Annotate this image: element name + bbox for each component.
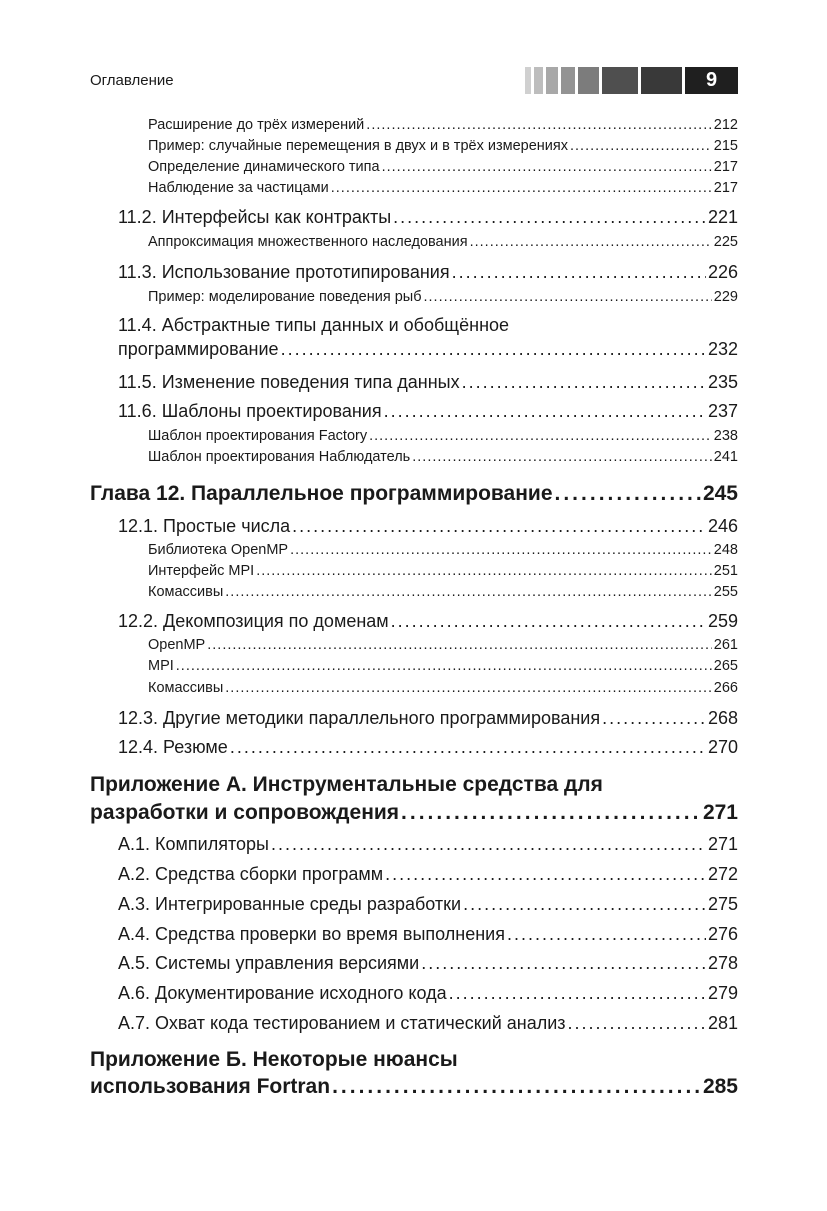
entry-page: 251 bbox=[713, 563, 738, 579]
toc-entry[interactable] bbox=[148, 584, 738, 600]
entry-page: 245 bbox=[702, 482, 738, 505]
entry-page: 255 bbox=[713, 584, 738, 600]
entry-page: 212 bbox=[713, 117, 738, 133]
entry-page: 276 bbox=[707, 924, 738, 944]
entry-title: Пример: моделирование поведения рыб bbox=[148, 289, 422, 305]
toc-entry[interactable] bbox=[148, 680, 738, 696]
entry-page: 265 bbox=[713, 658, 738, 674]
entry-title: A.4. Средства проверки во время выполнения bbox=[118, 924, 505, 944]
entry-title: 11.2. Интерфейсы как контракты bbox=[118, 207, 392, 227]
entry-page: 259 bbox=[707, 611, 738, 631]
entry-title: A.3. Интегрированные среды разработки bbox=[118, 894, 462, 914]
toc-entry[interactable] bbox=[118, 611, 738, 632]
entry-title: 11.5. Изменение поведения типа данных bbox=[118, 372, 460, 392]
entry-page: 248 bbox=[713, 542, 738, 558]
toc-entry[interactable] bbox=[148, 138, 738, 154]
entry-title: A.7. Охват кода тестированием и статический анализ bbox=[118, 1013, 566, 1033]
entry-title: использования Fortran bbox=[90, 1075, 331, 1098]
entry-title: A.2. Средства сборки программ bbox=[118, 864, 384, 884]
entry-page: 226 bbox=[707, 262, 738, 282]
toc-entry[interactable] bbox=[148, 289, 738, 305]
running-header-title: Оглавление bbox=[90, 72, 174, 89]
toc-entry[interactable] bbox=[118, 262, 738, 283]
toc-entry-line1[interactable]: 11.4. Абстрактные типы данных и обобщённое bbox=[118, 315, 510, 335]
entry-title: 12.4. Резюме bbox=[118, 737, 228, 757]
toc-chapter-line1[interactable]: Приложение Б. Некоторые нюансы bbox=[90, 1048, 458, 1071]
toc-entry[interactable] bbox=[118, 339, 738, 360]
entry-page: 215 bbox=[713, 138, 738, 154]
toc-entry[interactable] bbox=[148, 563, 738, 579]
toc-entry[interactable] bbox=[148, 449, 738, 465]
entry-page: 266 bbox=[713, 680, 738, 696]
entry-page: 232 bbox=[707, 339, 738, 359]
entry-page: 241 bbox=[713, 449, 738, 465]
entry-title: Глава 12. Параллельное программирование bbox=[90, 482, 553, 505]
toc-entry[interactable] bbox=[148, 542, 738, 558]
toc-entry[interactable] bbox=[118, 983, 738, 1004]
toc-entry[interactable] bbox=[118, 924, 738, 945]
entry-page: 246 bbox=[707, 516, 738, 536]
entry-page: 278 bbox=[707, 953, 738, 973]
entry-page: 285 bbox=[702, 1075, 738, 1098]
entry-title: Библиотека OpenMP bbox=[148, 542, 289, 558]
toc-entry[interactable] bbox=[118, 1013, 738, 1034]
page-number: 9 bbox=[685, 67, 738, 94]
toc-entry[interactable] bbox=[118, 207, 738, 228]
entry-page: 268 bbox=[707, 708, 738, 728]
entry-title: программирование bbox=[118, 339, 279, 359]
entry-page: 271 bbox=[707, 834, 738, 854]
entry-title: Комассивы bbox=[148, 584, 224, 600]
entry-page: 261 bbox=[713, 637, 738, 653]
entry-page: 275 bbox=[707, 894, 738, 914]
entry-title: Наблюдение за частицами bbox=[148, 180, 329, 196]
entry-title: Расширение до трёх измерений bbox=[148, 117, 365, 133]
toc-entry[interactable] bbox=[148, 159, 738, 175]
toc-chapter[interactable] bbox=[90, 1075, 738, 1099]
entry-title: A.6. Документирование исходного кода bbox=[118, 983, 447, 1003]
entry-page: 271 bbox=[702, 801, 738, 824]
entry-page: 229 bbox=[713, 289, 738, 305]
entry-title: OpenMP bbox=[148, 637, 206, 653]
toc-entry[interactable] bbox=[118, 372, 738, 393]
entry-title: A.1. Компиляторы bbox=[118, 834, 269, 854]
entry-page: 217 bbox=[713, 159, 738, 175]
entry-title: Интерфейс MPI bbox=[148, 563, 255, 579]
entry-title: Определение динамического типа bbox=[148, 159, 380, 175]
entry-page: 279 bbox=[707, 983, 738, 1003]
entry-title: A.5. Системы управления версиями bbox=[118, 953, 420, 973]
entry-title: MPI bbox=[148, 658, 174, 674]
entry-page: 270 bbox=[707, 737, 738, 757]
entry-page: 237 bbox=[707, 401, 738, 421]
toc-entry[interactable] bbox=[148, 117, 738, 133]
toc-entry[interactable] bbox=[148, 234, 738, 250]
entry-page: 281 bbox=[707, 1013, 738, 1033]
toc-entry[interactable] bbox=[118, 401, 738, 422]
entry-title: Шаблон проектирования Наблюдатель bbox=[148, 449, 411, 465]
toc-chapter[interactable] bbox=[90, 801, 738, 825]
entry-page: 221 bbox=[707, 207, 738, 227]
toc-chapter[interactable] bbox=[90, 482, 738, 506]
toc-entry[interactable] bbox=[118, 953, 738, 974]
entry-title: 12.3. Другие методики параллельного программирования bbox=[118, 708, 601, 728]
entry-title: Комассивы bbox=[148, 680, 224, 696]
entry-title: 12.1. Простые числа bbox=[118, 516, 291, 536]
entry-title: Пример: случайные перемещения в двух и в трёх измерениях bbox=[148, 138, 568, 154]
toc-entry[interactable] bbox=[118, 516, 738, 537]
entry-title: Шаблон проектирования Factory bbox=[148, 428, 368, 444]
entry-title: разработки и сопровождения bbox=[90, 801, 400, 824]
toc-entry[interactable] bbox=[148, 180, 738, 196]
toc-entry[interactable] bbox=[118, 737, 738, 758]
toc-entry[interactable] bbox=[148, 637, 738, 653]
toc-entry[interactable] bbox=[118, 864, 738, 885]
toc-entry[interactable] bbox=[118, 834, 738, 855]
entry-page: 225 bbox=[713, 234, 738, 250]
entry-title: 12.2. Декомпозиция по доменам bbox=[118, 611, 389, 631]
entry-page: 217 bbox=[713, 180, 738, 196]
entry-page: 235 bbox=[707, 372, 738, 392]
entry-page: 272 bbox=[707, 864, 738, 884]
entry-page: 238 bbox=[713, 428, 738, 444]
entry-title: Аппроксимация множественного наследования bbox=[148, 234, 468, 250]
toc-entry[interactable] bbox=[148, 658, 738, 674]
entry-title: 11.3. Использование прототипирования bbox=[118, 262, 450, 282]
entry-title: 11.6. Шаблоны проектирования bbox=[118, 401, 382, 421]
toc-entry[interactable] bbox=[148, 428, 738, 444]
toc-chapter-line1[interactable]: Приложение А. Инструментальные средства для bbox=[90, 773, 603, 796]
toc-entry[interactable] bbox=[118, 894, 738, 915]
toc-entry[interactable] bbox=[118, 708, 738, 729]
